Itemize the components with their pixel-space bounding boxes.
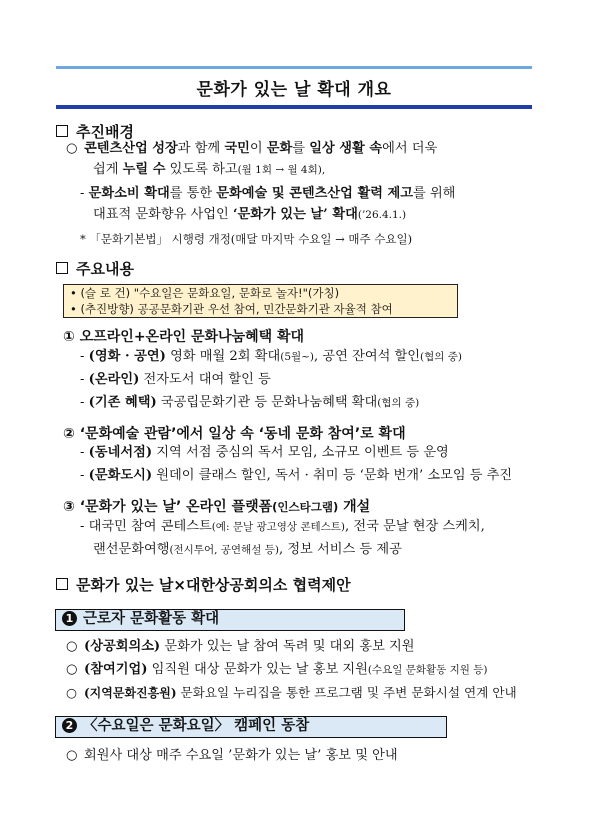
number-1-icon: 1: [62, 611, 77, 626]
text: 과 함께: [177, 141, 225, 156]
bar-heading-1: [55, 609, 405, 631]
dash-bullet-icon: -: [80, 372, 89, 387]
text: 영화 매월 2회 확대: [165, 349, 281, 364]
text: , 공연 잔여석 할인: [314, 349, 420, 364]
section-heading-label: 추진배경: [76, 123, 134, 141]
text-bold: (영화 · 공연): [88, 349, 166, 364]
text: ③ ‘문화가 있는 날’ 온라인 플랫폼: [63, 499, 273, 515]
sub3-item-1-line2: [93, 540, 402, 560]
square-bullet-icon: [56, 578, 68, 590]
text: 랜선문화여행: [93, 542, 170, 557]
square-bullet-icon: [56, 125, 68, 137]
sub2-item-1: [80, 443, 449, 463]
text-small: (월 1회 → 월 4회),: [237, 164, 326, 176]
text-bold: (문화도시): [88, 468, 153, 483]
cooperation-item-1: [66, 637, 414, 657]
background-bullet-1: [66, 139, 437, 159]
bar-heading-2: [55, 716, 447, 738]
cooperation-item-2: [66, 660, 488, 680]
text-bold: (동네서점): [88, 445, 153, 460]
text: 를 위해: [413, 186, 456, 201]
text-small: (협의 중): [377, 397, 420, 409]
sub1-item-2: [80, 370, 271, 390]
section-heading-label: 문화가 있는 날×대한상공회의소 협력제안: [76, 576, 351, 594]
sub-heading-2: ② ‘문화예술 관람’에서 일상 속 ‘동네 문화 참여’로 확대: [63, 426, 406, 442]
text-bold: 누릴 수: [122, 162, 166, 177]
background-bullet-2-line2: [93, 205, 406, 225]
circle-bullet-icon: ○: [66, 685, 77, 700]
text: 를 통한: [169, 186, 217, 201]
text: 전자도서 대여 할인 등: [139, 372, 271, 387]
circle-bullet-icon: ○: [66, 748, 78, 763]
background-note: * 「문화기본법」 시행령 개정(매달 마지막 수요일 → 매주 수요일): [80, 232, 413, 246]
text: 임직원 대상 문화가 있는 날 홍보 지원: [147, 662, 368, 677]
number-2-icon: 2: [62, 718, 77, 733]
text: 이: [249, 141, 267, 156]
text-bold: 일상 생활 속: [309, 141, 383, 156]
text: , 전국 문날 현장 스케치,: [345, 519, 485, 534]
text: 쉽게: [93, 162, 123, 177]
text-small: (협의 중): [420, 351, 462, 363]
text: 회원사 대상 매주 수요일 ’문화가 있는 날’ 홍보 및 안내: [84, 748, 398, 763]
text-bold: 콘텐츠산업 성장: [84, 141, 178, 156]
document-title-block: [56, 66, 532, 109]
square-bullet-icon: [56, 262, 68, 274]
section-heading-label: 주요내용: [76, 260, 134, 278]
text-bold: (지역문화진흥원): [84, 686, 177, 700]
background-bullet-1-line2: [93, 160, 325, 180]
text-small: (5월~): [280, 351, 315, 363]
callout-direction: • (추진방향) 공공문화기관 우선 참여, 민간문화기관 자율적 참여: [70, 301, 393, 316]
sub-heading-3: [63, 496, 370, 516]
dash-bullet-icon: -: [80, 519, 89, 534]
callout-slogan: • (슬 로 건) "수요일은 문화요일, 문화로 놀자!"(가칭): [70, 286, 340, 300]
text-bold: (상공회의소): [84, 639, 161, 654]
circle-bullet-icon: ○: [66, 141, 78, 156]
text: 있도록 하고: [165, 162, 238, 177]
text-bold: (기존 혜택): [88, 395, 157, 410]
campaign-item-1: [66, 746, 398, 766]
dash-bullet-icon: -: [80, 349, 89, 364]
circle-bullet-icon: ○: [66, 662, 78, 677]
dash-bullet-icon: -: [80, 468, 89, 483]
dash-bullet-icon: -: [80, 445, 89, 460]
text-bold: ‘문화가 있는 날’ 확대: [232, 207, 358, 222]
sub1-item-1: [80, 347, 462, 367]
text-bold: 국민: [224, 141, 250, 156]
cooperation-item-3: [66, 683, 517, 703]
page-title: 문화가 있는 날 확대 개요: [196, 80, 392, 100]
text-bold: 문화: [266, 141, 293, 156]
text: 대표적 문화향유 사업인: [93, 207, 233, 222]
text-bold: 문화소비 확대: [88, 186, 170, 201]
background-bullet-2: [80, 184, 455, 204]
title-bottom-rule: [56, 105, 532, 109]
text: 개설: [338, 499, 371, 515]
text: 에서 더욱: [382, 141, 438, 156]
text: , 정보 서비스 등 제공: [278, 542, 402, 557]
text-small: (’26.4.1.): [357, 209, 407, 221]
sub3-item-1: [80, 517, 485, 537]
text: 문화가 있는 날 참여 독려 및 대외 홍보 지원: [160, 639, 415, 654]
text: 대국민 참여 콘테스트: [88, 519, 212, 534]
text: 지역 서점 중심의 독서 모임, 소규모 이벤트 등 운영: [152, 445, 449, 460]
text-bold: (온라인): [88, 372, 140, 387]
text-small: (인스타그램): [272, 500, 339, 514]
circle-bullet-icon: ○: [66, 639, 78, 654]
text: 문화요일 누리집을 통한 프로그램 및 주변 문화시설 연계 안내: [176, 685, 517, 700]
dash-bullet-icon: -: [80, 395, 89, 410]
text-small: (전시투어, 공연해설 등): [169, 544, 279, 556]
bar-label: 〈수요일은 문화요일〉 캠페인 동참: [83, 718, 310, 734]
text-small: (예: 문날 광고영상 콘테스트): [211, 521, 346, 533]
section-heading-main-content: [56, 258, 134, 279]
bar-label: 근로자 문화활동 확대: [83, 611, 220, 627]
slogan-callout-box: [63, 284, 458, 318]
text: 원데이 클래스 할인, 독서 · 취미 등 ‘문화 번개’ 소모임 등 추진: [152, 468, 513, 483]
sub1-item-3: [80, 393, 419, 413]
text-small: (수요일 문화활동 지원 등): [367, 664, 488, 676]
text: 를: [292, 141, 310, 156]
text-bold: (참여기업): [84, 662, 148, 677]
text: 국공립문화기관 등 문화나눔혜택 확대: [156, 395, 378, 410]
section-heading-cooperation: [56, 574, 351, 595]
sub-heading-1: ① 오프라인+온라인 문화나눔혜택 확대: [63, 329, 305, 345]
text-bold: 문화예술 및 콘텐츠산업 활력 제고: [216, 186, 414, 201]
sub2-item-2: [80, 466, 512, 486]
dash-bullet-icon: -: [80, 186, 89, 201]
